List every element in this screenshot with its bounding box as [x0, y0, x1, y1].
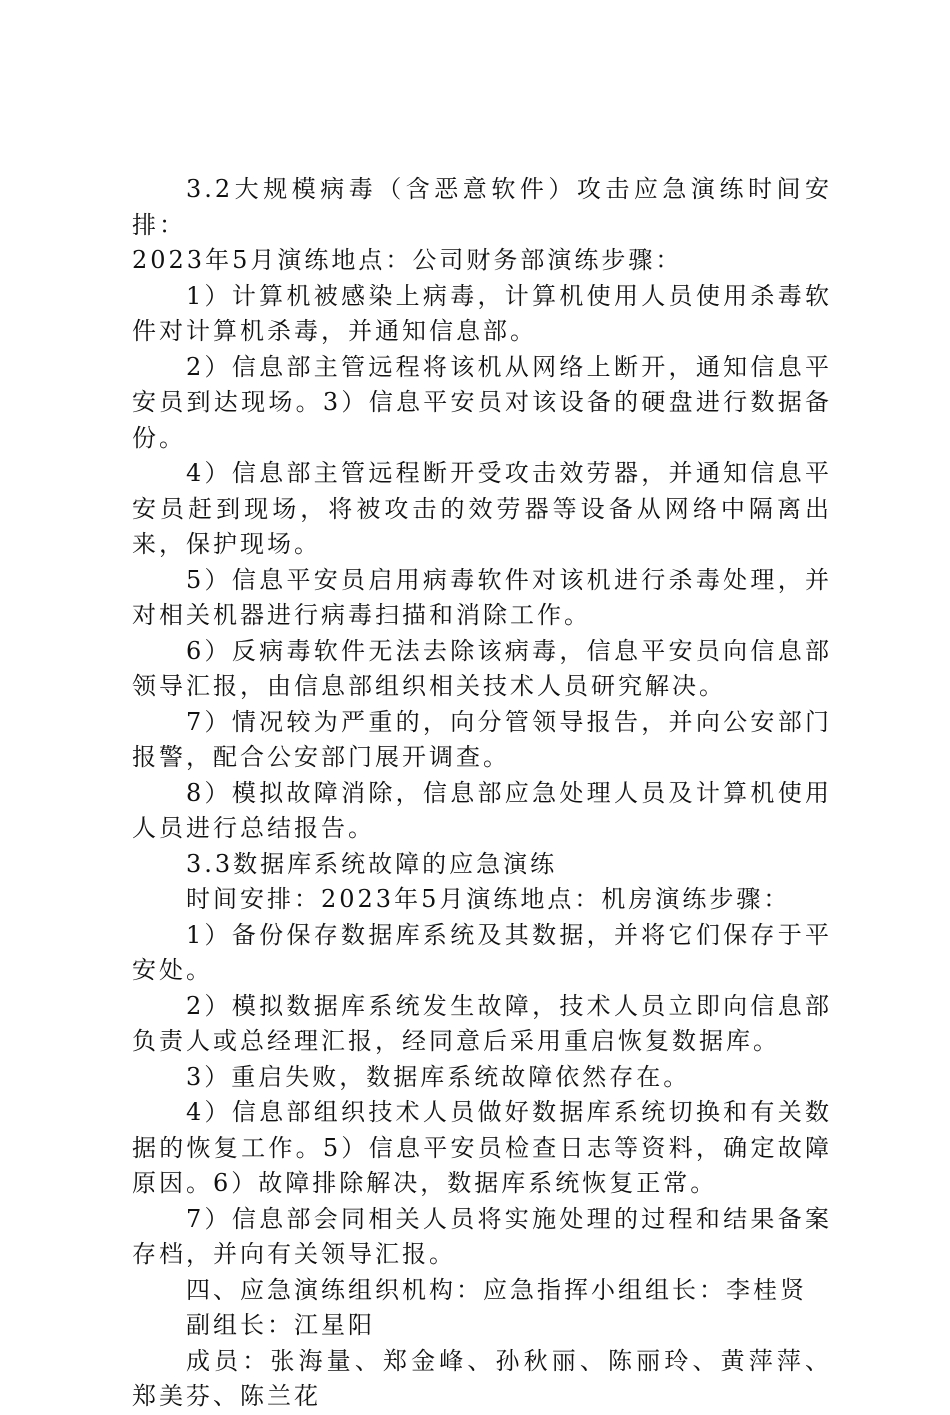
section-3-3-heading: 3.3数据库系统故障的应急演练 — [186, 849, 558, 878]
step-5-paragraph: 5）信息平安员启用病毒软件对该机进行杀毒处理，并对相关机器进行病毒扫描和消除工作。 — [132, 565, 832, 629]
members-line: 成员：张海量、郑金峰、孙秋丽、陈丽玲、黄萍萍、郑美芬、陈兰花 — [132, 1346, 832, 1410]
step-6-paragraph: 6）反病毒软件无法去除该病毒，信息平安员向信息部领导汇报，由信息部组织相关技术人员研究解决。 — [132, 636, 832, 700]
deputy-leader-line: 副组长：江星阳 — [186, 1311, 375, 1339]
section-4-heading: 四、应急演练组织机构：应急指挥小组组长：李桂贤 — [186, 1275, 807, 1304]
step-7-paragraph: 7）情况较为严重的，向分管领导报告，并向公安部门报警，配合公安部门展开调查。 — [132, 707, 832, 771]
step-2-3-paragraph: 2）信息部主管远程将该机从网络上断开，通知信息平安员到达现场。3）信息平安员对该设备的硬盘进行数据备份。 — [132, 352, 832, 452]
db-step-7-paragraph: 7）信息部会同相关人员将实施处理的过程和结果备案存档，并向有关领导汇报。 — [132, 1204, 832, 1268]
db-step-1-paragraph: 1）备份保存数据库系统及其数据，并将它们保存于平安处。 — [132, 920, 832, 984]
section-3-3-schedule: 时间安排：2023年5月演练地点：机房演练步骤： — [186, 885, 791, 913]
document-body — [132, 172, 832, 1415]
db-step-4-6-paragraph: 4）信息部组织技术人员做好数据库系统切换和有关数据的恢复工作。5）信息平安员检查日志等资料，确定故障原因。6）故障排除解决，数据库系统恢复正常。 — [132, 1098, 832, 1197]
step-4-paragraph: 4）信息部主管远程断开受攻击效劳器，并通知信息平安员赶到现场，将被攻击的效劳器等设备从网络中隔离出来，保护现场。 — [132, 459, 832, 558]
step-1-paragraph: 1）计算机被感染上病毒，计算机使用人员使用杀毒软件对计算机杀毒，并通知信息部。 — [132, 281, 832, 345]
section-3-2-schedule: 2023年5月演练地点：公司财务部演练步骤： — [132, 246, 683, 274]
db-step-3-paragraph: 3）重启失败，数据库系统故障依然存在。 — [186, 1062, 691, 1091]
step-8-paragraph: 8）模拟故障消除，信息部应急处理人员及计算机使用人员进行总结报告。 — [132, 778, 832, 842]
section-3-2-heading: 3.2大规模病毒（含恶意软件）攻击应急演练时间安排： — [132, 175, 832, 239]
db-step-2-paragraph: 2）模拟数据库系统发生故障，技术人员立即向信息部负责人或总经理汇报，经同意后采用重启恢复数据库。 — [132, 991, 832, 1055]
